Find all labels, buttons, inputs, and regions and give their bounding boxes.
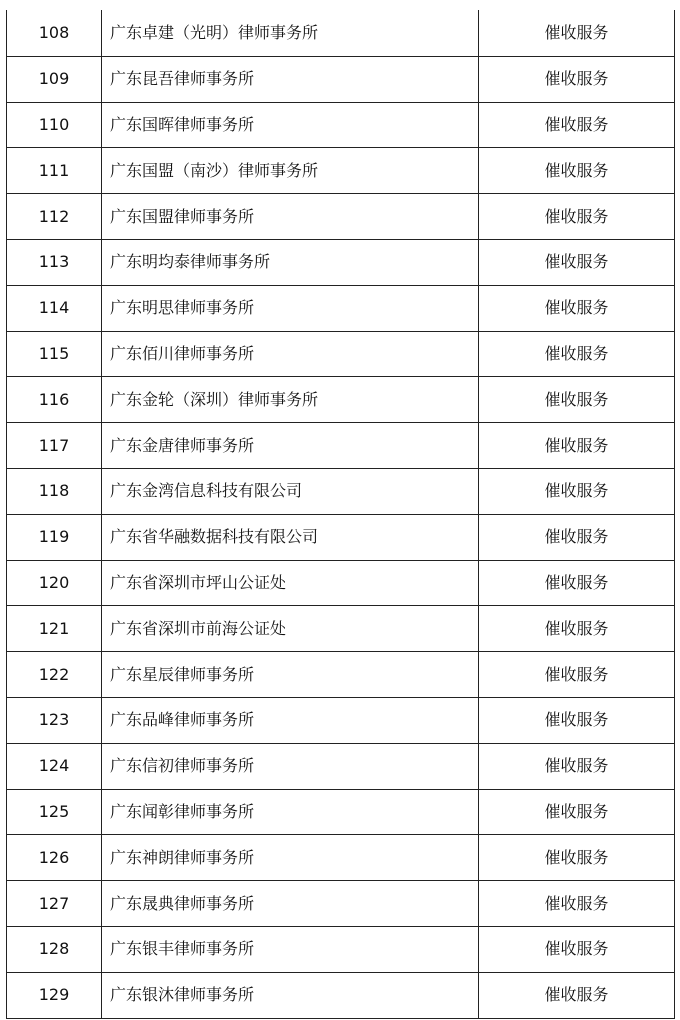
institution-name-cell: 广东国晖律师事务所 bbox=[102, 102, 479, 148]
institution-name-cell: 广东国盟律师事务所 bbox=[102, 194, 479, 240]
table-row bbox=[7, 285, 675, 331]
table-row bbox=[7, 102, 675, 148]
service-type-cell: 催收服务 bbox=[479, 560, 675, 606]
table-row bbox=[7, 10, 675, 56]
institution-name-cell: 广东银沐律师事务所 bbox=[102, 972, 479, 1018]
service-type-cell: 催收服务 bbox=[479, 697, 675, 743]
table-row bbox=[7, 560, 675, 606]
row-number-cell: 117 bbox=[7, 423, 102, 469]
service-type-cell: 催收服务 bbox=[479, 514, 675, 560]
table-row bbox=[7, 972, 675, 1018]
table-body bbox=[7, 10, 675, 1018]
institution-name-cell: 广东昆吾律师事务所 bbox=[102, 56, 479, 102]
table-row bbox=[7, 789, 675, 835]
institution-name-cell: 广东信初律师事务所 bbox=[102, 743, 479, 789]
service-type-cell: 催收服务 bbox=[479, 743, 675, 789]
table-row bbox=[7, 423, 675, 469]
service-type-cell: 催收服务 bbox=[479, 423, 675, 469]
table-row bbox=[7, 652, 675, 698]
table-row bbox=[7, 239, 675, 285]
institution-name-cell: 广东国盟（南沙）律师事务所 bbox=[102, 148, 479, 194]
service-provider-table-container bbox=[6, 10, 674, 1019]
service-type-cell: 催收服务 bbox=[479, 926, 675, 972]
table-row bbox=[7, 468, 675, 514]
row-number-cell: 121 bbox=[7, 606, 102, 652]
row-number-cell: 123 bbox=[7, 697, 102, 743]
table-row bbox=[7, 835, 675, 881]
row-number-cell: 128 bbox=[7, 926, 102, 972]
institution-name-cell: 广东明均泰律师事务所 bbox=[102, 239, 479, 285]
institution-name-cell: 广东佰川律师事务所 bbox=[102, 331, 479, 377]
service-type-cell: 催收服务 bbox=[479, 881, 675, 927]
institution-name-cell: 广东闻彰律师事务所 bbox=[102, 789, 479, 835]
row-number-cell: 114 bbox=[7, 285, 102, 331]
service-type-cell: 催收服务 bbox=[479, 377, 675, 423]
table-row bbox=[7, 697, 675, 743]
table-row bbox=[7, 56, 675, 102]
row-number-cell: 119 bbox=[7, 514, 102, 560]
table-row bbox=[7, 148, 675, 194]
service-type-cell: 催收服务 bbox=[479, 468, 675, 514]
service-type-cell: 催收服务 bbox=[479, 239, 675, 285]
institution-name-cell: 广东省华融数据科技有限公司 bbox=[102, 514, 479, 560]
service-provider-table bbox=[6, 10, 675, 1019]
service-type-cell: 催收服务 bbox=[479, 606, 675, 652]
service-type-cell: 催收服务 bbox=[479, 331, 675, 377]
institution-name-cell: 广东卓建（光明）律师事务所 bbox=[102, 10, 479, 56]
row-number-cell: 122 bbox=[7, 652, 102, 698]
table-row bbox=[7, 926, 675, 972]
table-row bbox=[7, 194, 675, 240]
service-type-cell: 催收服务 bbox=[479, 652, 675, 698]
service-type-cell: 催收服务 bbox=[479, 835, 675, 881]
service-type-cell: 催收服务 bbox=[479, 972, 675, 1018]
table-row bbox=[7, 514, 675, 560]
service-type-cell: 催收服务 bbox=[479, 56, 675, 102]
row-number-cell: 111 bbox=[7, 148, 102, 194]
institution-name-cell: 广东省深圳市前海公证处 bbox=[102, 606, 479, 652]
institution-name-cell: 广东神朗律师事务所 bbox=[102, 835, 479, 881]
row-number-cell: 118 bbox=[7, 468, 102, 514]
row-number-cell: 125 bbox=[7, 789, 102, 835]
service-type-cell: 催收服务 bbox=[479, 789, 675, 835]
service-type-cell: 催收服务 bbox=[479, 194, 675, 240]
institution-name-cell: 广东明思律师事务所 bbox=[102, 285, 479, 331]
institution-name-cell: 广东银丰律师事务所 bbox=[102, 926, 479, 972]
row-number-cell: 127 bbox=[7, 881, 102, 927]
row-number-cell: 116 bbox=[7, 377, 102, 423]
institution-name-cell: 广东金唐律师事务所 bbox=[102, 423, 479, 469]
service-type-cell: 催收服务 bbox=[479, 102, 675, 148]
row-number-cell: 112 bbox=[7, 194, 102, 240]
table-row bbox=[7, 377, 675, 423]
institution-name-cell: 广东金轮（深圳）律师事务所 bbox=[102, 377, 479, 423]
row-number-cell: 110 bbox=[7, 102, 102, 148]
service-type-cell: 催收服务 bbox=[479, 285, 675, 331]
row-number-cell: 113 bbox=[7, 239, 102, 285]
institution-name-cell: 广东品峰律师事务所 bbox=[102, 697, 479, 743]
row-number-cell: 124 bbox=[7, 743, 102, 789]
institution-name-cell: 广东省深圳市坪山公证处 bbox=[102, 560, 479, 606]
row-number-cell: 108 bbox=[7, 10, 102, 56]
row-number-cell: 115 bbox=[7, 331, 102, 377]
table-row bbox=[7, 606, 675, 652]
table-row bbox=[7, 743, 675, 789]
institution-name-cell: 广东晟典律师事务所 bbox=[102, 881, 479, 927]
row-number-cell: 129 bbox=[7, 972, 102, 1018]
service-type-cell: 催收服务 bbox=[479, 10, 675, 56]
row-number-cell: 109 bbox=[7, 56, 102, 102]
row-number-cell: 120 bbox=[7, 560, 102, 606]
service-type-cell: 催收服务 bbox=[479, 148, 675, 194]
table-row bbox=[7, 331, 675, 377]
row-number-cell: 126 bbox=[7, 835, 102, 881]
institution-name-cell: 广东金湾信息科技有限公司 bbox=[102, 468, 479, 514]
institution-name-cell: 广东星辰律师事务所 bbox=[102, 652, 479, 698]
table-row bbox=[7, 881, 675, 927]
